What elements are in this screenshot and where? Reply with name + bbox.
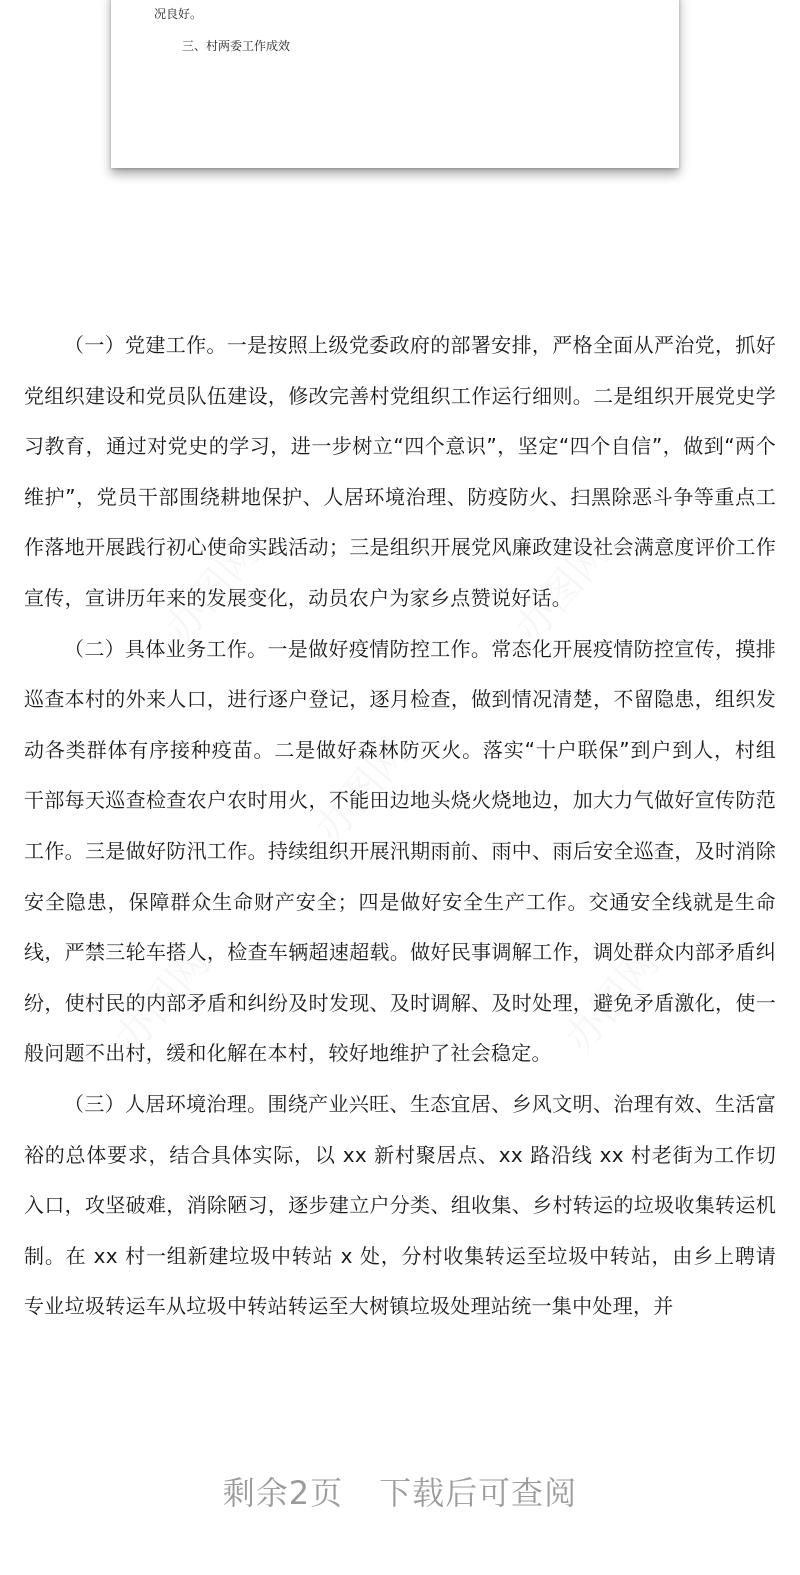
preview-section-heading: 三、村两委工作成效 — [182, 39, 291, 53]
document-body — [24, 320, 776, 1332]
paragraph-party-building: （一）党建工作。一是按照上级党委政府的部署安排，严格全面从严治党，抓好党组织建设和党员队伍建设，修改完善村党组织工作运行细则。二是组织开展党史学习教育，通过对党史的学习，进一步树立“四个意识”，坚定“四个自信”，做到“两个维护”，党员干部围绕耕地保护、人居环境治理、防疫防火、扫黑除恶斗争等重点工作落地开展践行初心使命实践活动；三是组织开展党风廉政建设社会满意度评价工作宣传，宣讲历年来的发展变化，动员农户为家乡点赞说好话。 — [24, 333, 776, 610]
previous-page-preview — [111, 0, 679, 168]
paragraph-living-environment: （三）人居环境治理。围绕产业兴旺、生态宜居、乡风文明、治理有效、生活富裕的总体要求，结合具体实际，以 xx 新村聚居点、xx 路沿线 xx 村老街为工作切入口，攻坚破难，消除陋习，逐步建立户分类、组收集、乡村转运的垃圾收集转运机制。在 xx 村一组新建垃圾中转站 x 处，分村收集转运至垃圾中转站，由乡上聘请专业垃圾转运车从垃圾中转站转运至大树镇垃圾处理站统一集中处理，并 — [24, 1091, 776, 1319]
download-to-view-banner[interactable] — [0, 1468, 800, 1518]
remaining-pages-label[interactable]: 剩余2页 — [222, 1474, 344, 1512]
download-hint-label[interactable]: 下载后可查阅 — [379, 1474, 578, 1512]
preview-text-tail: 况良好。 — [154, 7, 203, 21]
paragraph-specific-work: （二）具体业务工作。一是做好疫情防控工作。常态化开展疫情防控宣传，摸排巡查本村的外来人口，进行逐户登记，逐月检查，做到情况清楚，不留隐患，组织发动各类群体有序接种疫苗。二是做好森林防灭火。落实“十户联保”到户到人，村组干部每天巡查检查农户农时用火，不能田边地头烧火烧地边，加大力气做好宣传防范工作。三是做好防汛工作。持续组织开展汛期雨前、雨中、雨后安全巡查，及时消除安全隐患，保障群众生命财产安全；四是做好安全生产工作。交通安全线就是生命线，严禁三轮车搭人，检查车辆超速超载。做好民事调解工作，调处群众内部矛盾纠纷，使村民的内部矛盾和纠纷及时发现、及时调解、及时处理，避免矛盾激化，使一般问题不出村，缓和化解在本村，较好地维护了社会稳定。 — [24, 636, 776, 1066]
